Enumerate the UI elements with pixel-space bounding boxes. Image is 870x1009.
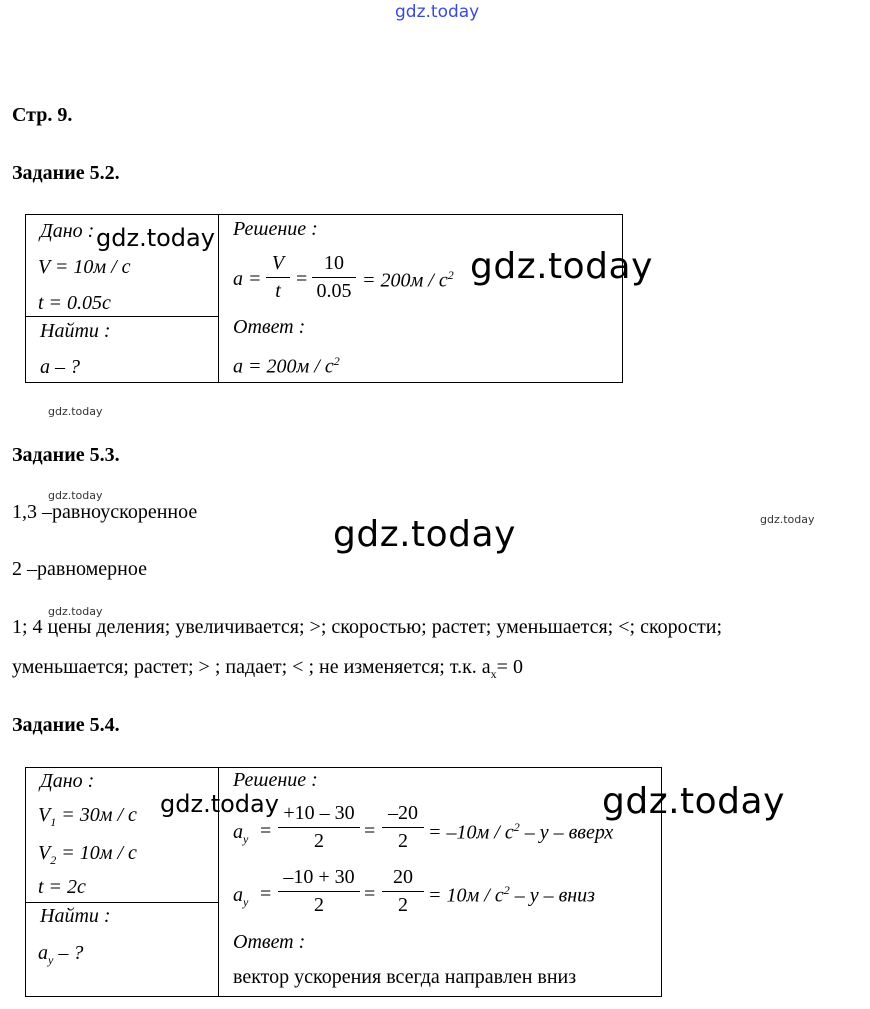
watermark: gdz.today (96, 224, 215, 252)
task-5-4-given-label: Дано : (40, 770, 95, 792)
watermark: gdz.today (333, 514, 516, 555)
task-5-4-eq2-eq: = (260, 883, 272, 905)
task-5-4-answer-label: Ответ : (233, 931, 306, 953)
square-exponent: 2 (333, 354, 340, 368)
v2-value: = 10м / с (56, 842, 137, 864)
line4-tail: = 0 (496, 656, 523, 678)
task-5-4-given-v2 (38, 842, 137, 868)
frac-denominator: 2 (314, 830, 324, 852)
task-5-4-find-value (38, 942, 83, 968)
subscript-1: 1 (50, 815, 57, 829)
watermark: gdz.today (48, 605, 103, 618)
result-text: = 200м / с (362, 269, 448, 292)
task-5-3-line2: 2 –равномерное (12, 558, 147, 580)
task-5-4-eq2-a (233, 884, 248, 910)
subscript-y: y (243, 895, 249, 909)
task-5-4-eq2-result (428, 883, 595, 908)
task-5-2-frac-numbers (312, 252, 356, 303)
task-5-2-given-v: V = 10м / с (38, 256, 131, 278)
a-symbol: a (38, 942, 48, 964)
frac-denominator: 2 (398, 894, 408, 916)
task-5-2-title: Задание 5.2. (12, 162, 120, 184)
v1-value: = 30м / с (56, 804, 137, 826)
task-5-4-eq2-frac2 (382, 866, 424, 917)
task-5-2-sol-a: a = (233, 268, 262, 290)
frac-denominator: 2 (314, 894, 324, 916)
frac-bar (278, 827, 360, 828)
frac-denominator: 2 (398, 830, 408, 852)
line4-text: уменьшается; растет; > ; падает; < ; не изменяется; т.к. a (12, 656, 491, 678)
task-5-2-answer-value (233, 354, 340, 379)
frac-bar (312, 277, 356, 278)
square-exponent: 2 (447, 268, 454, 282)
result-text: = 10м / с (428, 884, 504, 907)
watermark: gdz.today (48, 405, 103, 418)
result-text: = –10м / с (428, 821, 514, 844)
task-5-2-answer-label: Ответ : (233, 316, 306, 338)
task-5-4-title: Задание 5.4. (12, 714, 120, 736)
frac-numerator: 20 (393, 866, 413, 888)
subscript-2: 2 (50, 853, 57, 867)
frac-bar (266, 277, 290, 278)
task-5-2-divider-h (25, 316, 219, 317)
find-tail: – ? (53, 942, 84, 964)
v-symbol: V (38, 804, 51, 826)
task-5-3-line3: 1; 4 цены деления; увеличивается; >; скоростью; растет; уменьшается; <; скорости; (12, 616, 723, 638)
task-5-4-eq2-eq2: = (364, 883, 376, 905)
page-header: Стр. 9. (12, 104, 73, 126)
task-5-2-given-t: t = 0.05с (38, 292, 111, 314)
task-5-4-eq1-eq: = (260, 820, 272, 842)
frac-bar (382, 827, 424, 828)
a-symbol: a (233, 821, 243, 843)
frac-denominator: t (275, 280, 281, 302)
task-5-4-given-v1 (38, 804, 137, 830)
task-5-4-eq1-frac2 (382, 802, 424, 853)
watermark: gdz.today (760, 513, 815, 526)
watermark: gdz.today (602, 781, 785, 822)
task-5-4-eq1-result (428, 820, 613, 845)
frac-numerator: V (271, 252, 285, 274)
watermark: gdz.today (160, 790, 279, 818)
frac-bar (278, 891, 360, 892)
subscript-y: y (243, 832, 249, 846)
task-5-4-eq1-a (233, 821, 248, 847)
frac-bar (382, 891, 424, 892)
task-5-2-given-label: Дано : (40, 220, 95, 242)
frac-denominator: 0.05 (316, 280, 352, 302)
task-5-2-find-value: a – ? (40, 356, 80, 378)
square-exponent: 2 (513, 820, 520, 834)
task-5-3-title: Задание 5.3. (12, 444, 120, 466)
task-5-4-solution-label: Решение : (233, 769, 318, 791)
square-exponent: 2 (503, 883, 510, 897)
watermark: gdz.today (470, 246, 653, 287)
frac-numerator: 10 (324, 252, 344, 274)
frac-numerator: –10 + 30 (283, 866, 355, 888)
frac-numerator: +10 – 30 (283, 802, 355, 824)
task-5-4-given-t: t = 2с (38, 876, 86, 898)
subscript-x: x (490, 667, 497, 681)
task-5-2-frac-v-t (266, 252, 290, 303)
task-5-4-eq2-frac1 (278, 866, 360, 917)
task-5-2-divider-v (218, 214, 219, 382)
task-5-2-solution-label: Решение : (233, 218, 318, 240)
task-5-4-find-label: Найти : (40, 905, 111, 927)
direction-text: – y – вниз (509, 884, 595, 907)
direction-text: – y – вверх (519, 821, 614, 844)
subscript-y: y (48, 953, 54, 967)
task-5-4-eq1-frac1 (278, 802, 360, 853)
task-5-2-sol-result (362, 268, 454, 293)
task-5-3-line4 (12, 656, 523, 682)
watermark-top: gdz.today (395, 2, 480, 22)
a-symbol: a (233, 884, 243, 906)
task-5-4-eq1-eq2: = (364, 820, 376, 842)
answer-text: a = 200м / с (233, 355, 334, 378)
task-5-4-divider-h (25, 902, 219, 903)
task-5-2-find-label: Найти : (40, 320, 111, 342)
frac-numerator: –20 (388, 802, 418, 824)
v-symbol: V (38, 842, 51, 864)
task-5-4-answer-value: вектор ускорения всегда направлен вниз (233, 966, 577, 988)
watermark: gdz.today (48, 489, 103, 502)
task-5-2-sol-eq: = (296, 268, 308, 290)
task-5-3-line1: 1,3 –равноускоренное (12, 501, 198, 523)
